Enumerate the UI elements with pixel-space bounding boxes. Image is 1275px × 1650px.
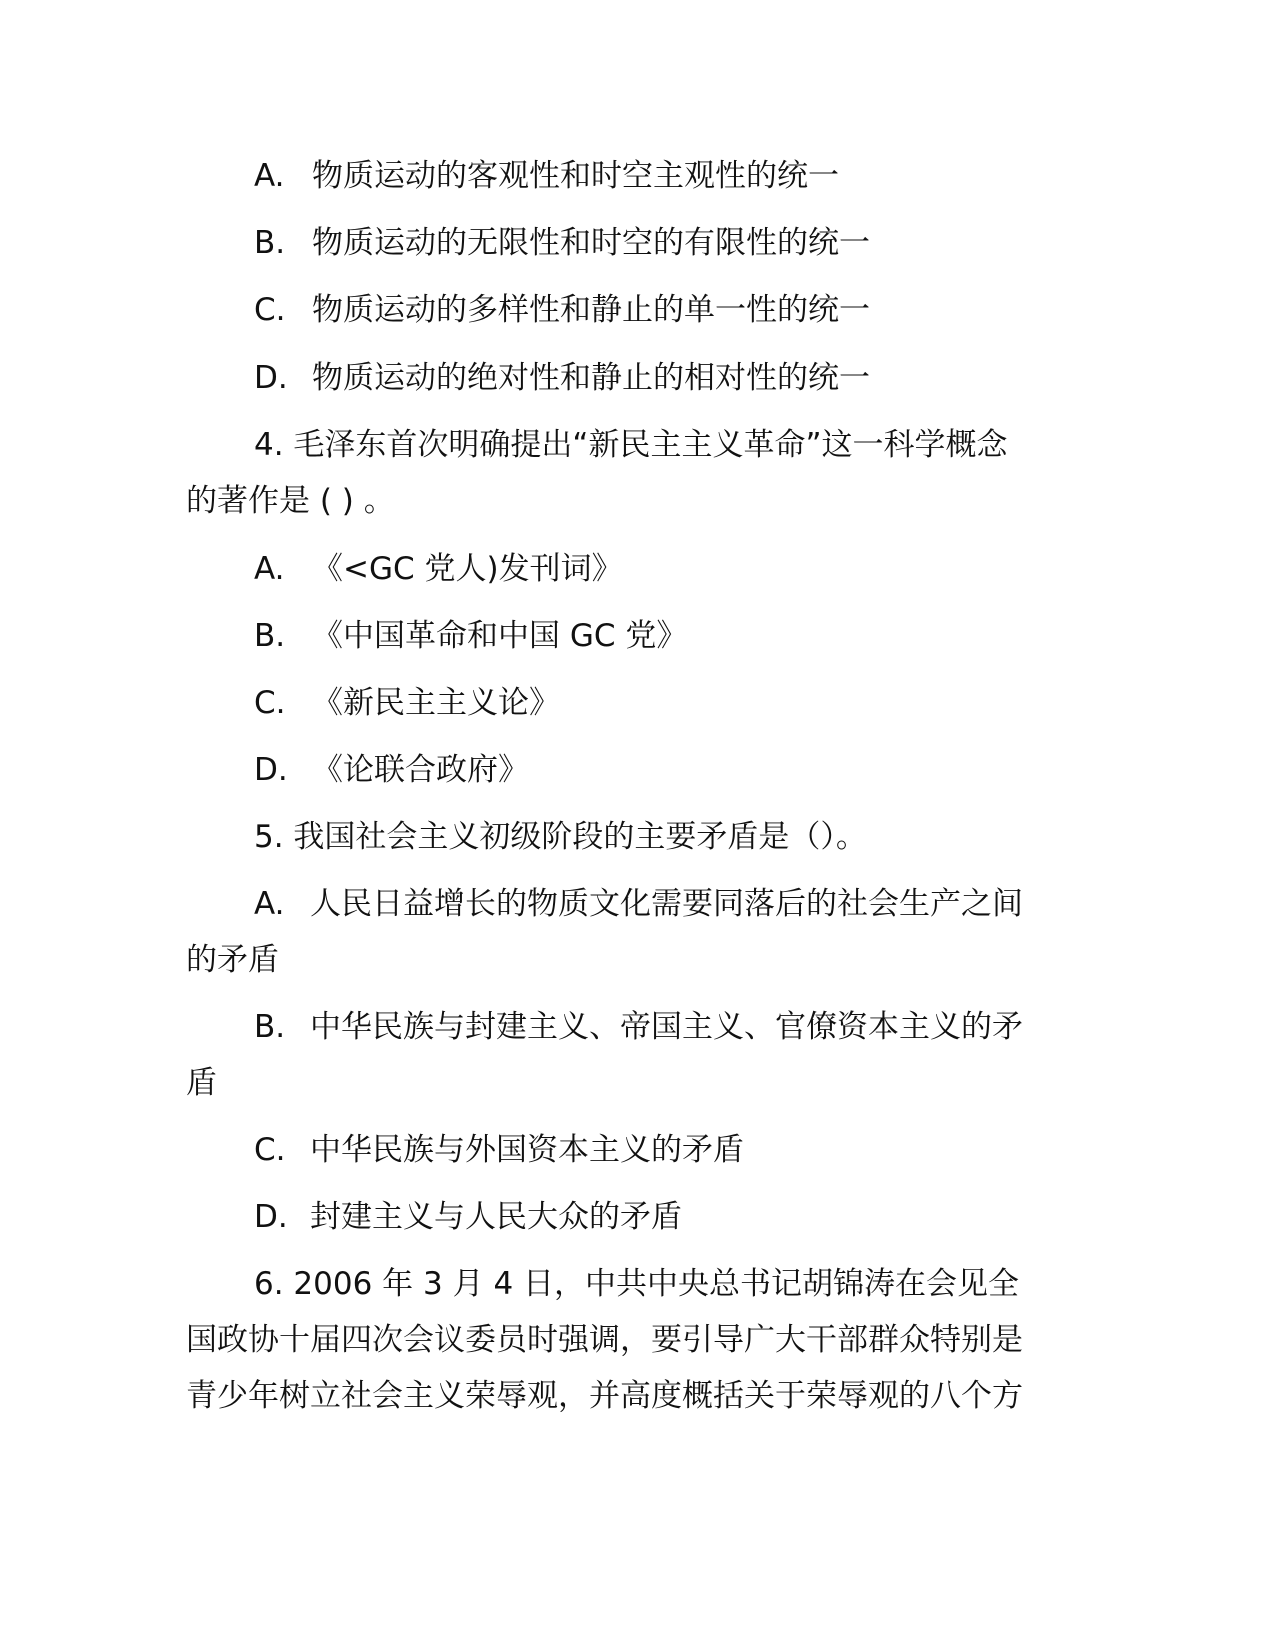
q5-stem: 5. 我国社会主义初级阶段的主要矛盾是（）。 xyxy=(254,819,867,855)
q6-stem-line1: 6. 2006 年 3 月 4 日，中共中央总书记胡锦涛在会见全 xyxy=(254,1266,1020,1302)
q4-stem-line1: 4. 毛泽东首次明确提出“新民主主义革命”这一科学概念 xyxy=(254,427,1008,463)
option-label: D. xyxy=(254,1199,288,1235)
option-text: 《论联合政府》 xyxy=(312,752,529,788)
option-label: C. xyxy=(254,292,286,328)
q4-option-a xyxy=(254,551,1086,587)
option-text: 物质运动的客观性和时空主观性的统一 xyxy=(312,158,839,194)
option-text: 封建主义与人民大众的矛盾 xyxy=(310,1199,682,1235)
q4-option-b xyxy=(254,618,1086,654)
q6-stem-line3: 青少年树立社会主义荣辱观，并高度概括关于荣辱观的八个方 xyxy=(186,1378,1023,1414)
q4-option-d xyxy=(254,752,1086,788)
option-label: A. xyxy=(254,158,285,194)
option-label: A. xyxy=(254,551,285,587)
q5-option-b-line2: 盾 xyxy=(186,1065,217,1101)
option-text: 《<GC 党人)发刊词》 xyxy=(312,551,623,587)
q5-option-b-line1 xyxy=(254,1009,1086,1045)
option-text: 物质运动的无限性和时空的有限性的统一 xyxy=(312,225,870,261)
option-text: 《中国革命和中国 GC 党》 xyxy=(312,618,688,654)
q6-stem-line2: 国政协十届四次会议委员时强调，要引导广大干部群众特别是 xyxy=(186,1322,1023,1358)
option-text: 物质运动的绝对性和静止的相对性的统一 xyxy=(312,360,870,396)
option-label: B. xyxy=(254,1009,286,1045)
q5-option-c xyxy=(254,1132,1086,1168)
option-label: D. xyxy=(254,752,288,788)
q4-stem-line2: 的著作是 ( ) 。 xyxy=(186,483,395,519)
option-label: D. xyxy=(254,360,288,396)
option-label: C. xyxy=(254,1132,286,1168)
option-text: 物质运动的多样性和静止的单一性的统一 xyxy=(312,292,870,328)
option-label: A. xyxy=(254,886,285,922)
q3-option-b xyxy=(254,225,1086,261)
option-text: 中华民族与外国资本主义的矛盾 xyxy=(310,1132,744,1168)
option-label: B. xyxy=(254,618,286,654)
q3-option-a xyxy=(254,158,1086,194)
option-label: B. xyxy=(254,225,286,261)
q5-option-d xyxy=(254,1199,1086,1235)
option-label: C. xyxy=(254,685,286,721)
option-text: 人民日益增长的物质文化需要同落后的社会生产之间 xyxy=(310,886,1023,922)
q3-option-d xyxy=(254,360,1086,396)
option-text: 《新民主主义论》 xyxy=(312,685,560,721)
q5-option-a-line1 xyxy=(254,886,1086,922)
q5-option-a-line2: 的矛盾 xyxy=(186,942,279,978)
q4-option-c xyxy=(254,685,1086,721)
q3-option-c xyxy=(254,292,1086,328)
option-text: 中华民族与封建主义、帝国主义、官僚资本主义的矛 xyxy=(310,1009,1023,1045)
